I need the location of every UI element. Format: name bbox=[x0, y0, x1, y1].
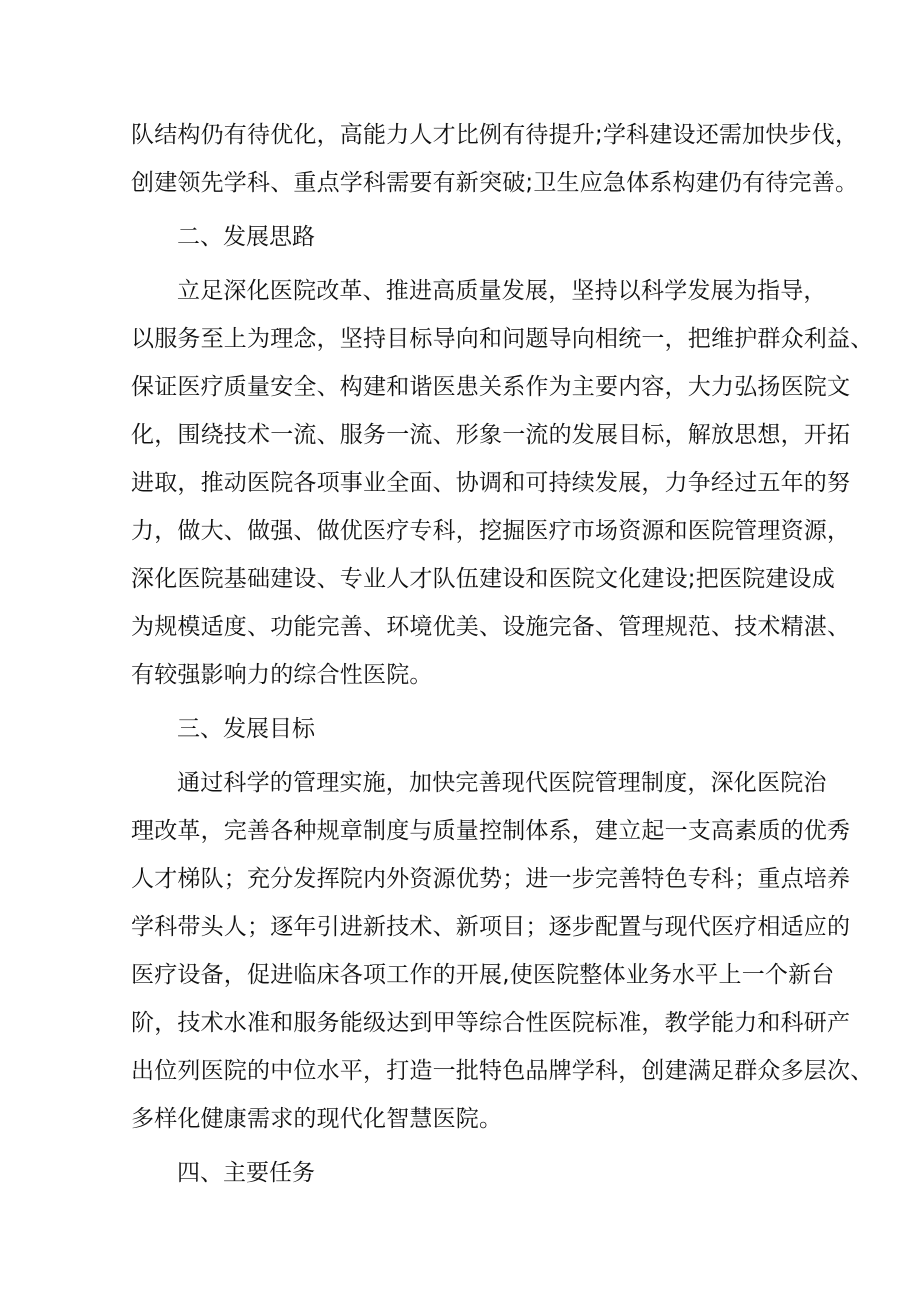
paragraph-line: 出位列医院的中位水平，打造一批特色品牌学科，创建满足群众多层次、 bbox=[131, 1058, 874, 1084]
section-heading-main-tasks: 四、主要任务 bbox=[177, 1160, 315, 1186]
paragraph-line: 学科带头人；逐年引进新技术、新项目；逐步配置与现代医疗相适应的 bbox=[131, 914, 851, 940]
paragraph-line: 通过科学的管理实施，加快完善现代医院管理制度，深化医院治 bbox=[177, 770, 827, 796]
paragraph-line: 理改革，完善各种规章制度与质量控制体系，建立起一支高素质的优秀 bbox=[131, 818, 851, 844]
paragraph-line: 有较强影响力的综合性医院。 bbox=[131, 662, 433, 688]
paragraph-line: 多样化健康需求的现代化智慧医院。 bbox=[131, 1106, 503, 1132]
paragraph-line: 保证医疗质量安全、构建和谐医患关系作为主要内容，大力弘扬医院文 bbox=[131, 374, 851, 400]
intro-line-2: 创建领先学科、重点学科需要有新突破;卫生应急体系构建仍有待完善。 bbox=[131, 170, 859, 196]
paragraph-line: 化，围绕技术一流、服务一流、形象一流的发展目标，解放思想，开拓 bbox=[131, 422, 851, 448]
paragraph-line: 阶，技术水准和服务能级达到甲等综合性医院标准，教学能力和科研产 bbox=[131, 1010, 851, 1036]
document-body bbox=[131, 111, 874, 1203]
paragraph-line: 立足深化医院改革、推进高质量发展，坚持以科学发展为指导， bbox=[177, 278, 827, 304]
paragraph-line: 以服务至上为理念，坚持目标导向和问题导向相统一，把维护群众利益、 bbox=[131, 326, 874, 352]
paragraph-line: 力，做大、做强、做优医疗专科，挖掘医疗市场资源和医院管理资源， bbox=[131, 518, 851, 544]
intro-line-1: 队结构仍有待优化，高能力人才比例有待提升;学科建设还需加快步伐， bbox=[131, 122, 859, 148]
section-heading-development-goals: 三、发展目标 bbox=[177, 716, 315, 742]
paragraph-line: 医疗设备，促进临床各项工作的开展,使医院整体业务水平上一个新台 bbox=[131, 962, 835, 988]
paragraph-line: 人才梯队；充分发挥院内外资源优势；进一步完善特色专科；重点培养 bbox=[131, 866, 851, 892]
section-heading-development-ideas: 二、发展思路 bbox=[177, 224, 315, 250]
paragraph-line: 为规模适度、功能完善、环境优美、设施完备、管理规范、技术精湛、 bbox=[131, 614, 851, 640]
paragraph-line: 进取，推动医院各项事业全面、协调和可持续发展，力争经过五年的努 bbox=[131, 470, 851, 496]
paragraph-line: 深化医院基础建设、专业人才队伍建设和医院文化建设;把医院建设成 bbox=[131, 566, 835, 592]
